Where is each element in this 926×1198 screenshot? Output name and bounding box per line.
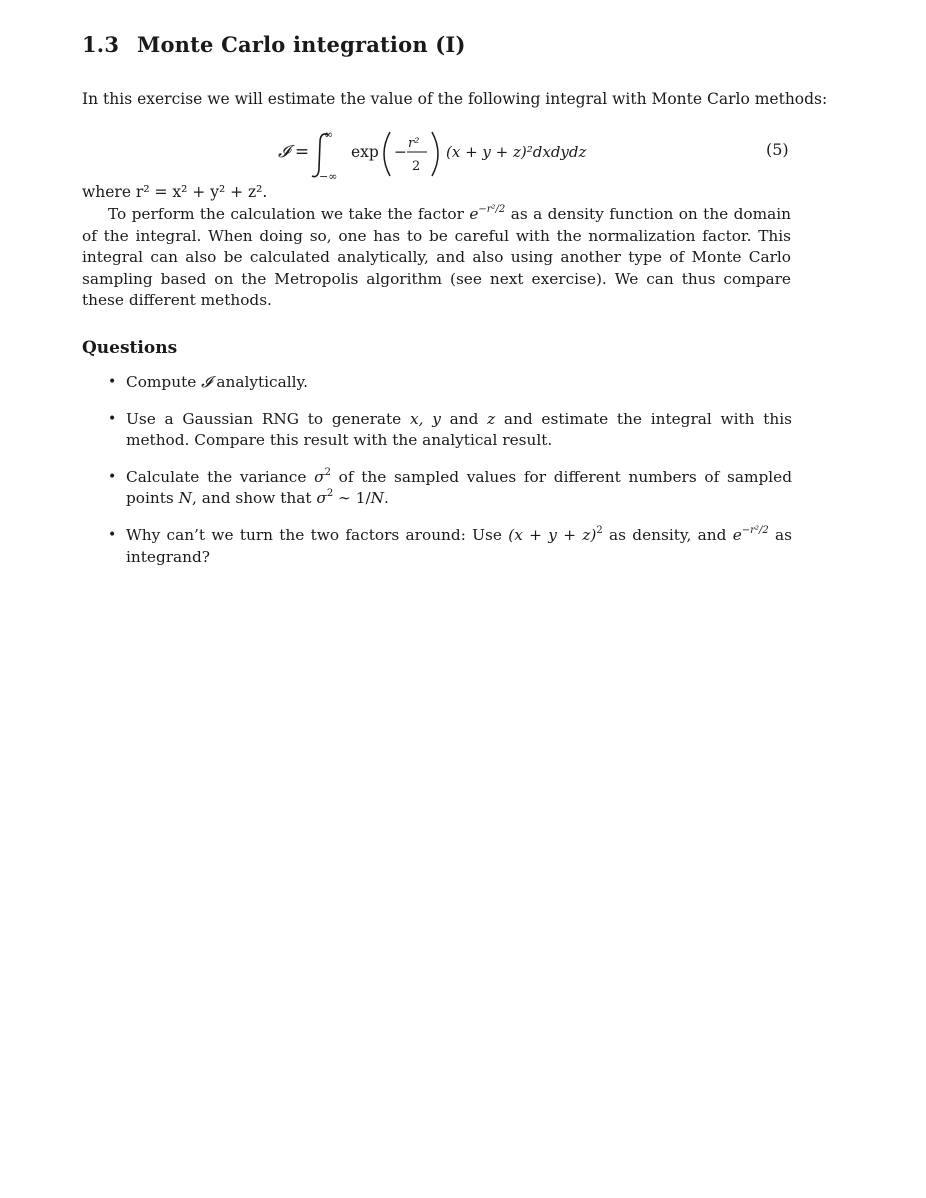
question-superscript: 2 bbox=[326, 488, 334, 500]
bullet-icon: • bbox=[108, 374, 117, 390]
question-math: x, y bbox=[409, 409, 441, 428]
section-title: Monte Carlo integration (I) bbox=[137, 32, 466, 57]
body-paragraph bbox=[82, 204, 791, 312]
section-number: 1.3 bbox=[82, 32, 120, 57]
equation-lhs: 𝓘 = bbox=[278, 142, 310, 162]
question-text: , and show that bbox=[192, 489, 317, 508]
question-text: of the sampled values for different numbers of sampled points bbox=[126, 467, 793, 508]
right-paren bbox=[432, 132, 438, 176]
question-text: as integrand? bbox=[126, 525, 792, 566]
question-text: ∼ 1/ bbox=[333, 489, 371, 508]
question-superscript: −r²/2 bbox=[741, 524, 769, 536]
question-superscript: 2 bbox=[596, 524, 603, 536]
questions-heading: Questions bbox=[82, 338, 178, 358]
bullet-icon: • bbox=[108, 410, 117, 427]
question-text: analytically. bbox=[211, 373, 308, 391]
question-text: as density, and bbox=[602, 525, 733, 544]
question-math: N bbox=[370, 489, 385, 508]
questions-list bbox=[108, 372, 792, 583]
equation-number: (5) bbox=[766, 140, 789, 159]
question-text: Use a Gaussian RNG to generate bbox=[126, 409, 410, 428]
exp-function: exp bbox=[351, 143, 379, 161]
fraction-numerator: r² bbox=[408, 136, 420, 151]
question-text: and bbox=[440, 409, 488, 428]
left-paren bbox=[384, 132, 390, 176]
question-math: e bbox=[732, 525, 742, 544]
question-text: Calculate the variance bbox=[126, 467, 315, 486]
question-text: . bbox=[384, 489, 389, 508]
integrand-tail: (x + y + z)²dxdydz bbox=[446, 143, 587, 161]
paragraph-text-1: To perform the calculation we take the factor bbox=[108, 205, 470, 223]
list-item bbox=[108, 372, 792, 394]
paragraph-math-exponent: −r²/2 bbox=[478, 204, 506, 215]
question-text: and estimate the integral with this method. Compare this result with the analytical result. bbox=[126, 409, 792, 450]
where-definition: where r² = x² + y² + z². bbox=[82, 183, 268, 201]
minus-sign: − bbox=[394, 143, 407, 161]
intro-text: In this exercise we will estimate the value of the following integral with Monte Carlo methods: bbox=[82, 90, 828, 108]
fraction-denominator: 2 bbox=[412, 159, 421, 174]
question-text: Compute bbox=[126, 373, 202, 391]
list-item bbox=[108, 409, 792, 452]
integral-lower-limit: −∞ bbox=[319, 170, 338, 183]
bullet-icon: • bbox=[108, 468, 117, 485]
question-math: σ bbox=[314, 467, 325, 486]
question-math: (x + y + z) bbox=[508, 525, 597, 544]
question-text: Why can’t we turn the two factors around: Use bbox=[126, 525, 509, 544]
integral-upper-limit: ∞ bbox=[324, 128, 334, 141]
bullet-icon: • bbox=[108, 526, 117, 543]
list-item bbox=[108, 467, 792, 510]
question-math: z bbox=[487, 409, 496, 428]
question-math: σ bbox=[316, 489, 327, 508]
paragraph-text-2: as a density function on the domain of the integral. When doing so, one has to be careful with the normalization factor. This integral can also be calculated analytically, and also using another type of Monte Carlo sampling based on the Metropolis algorithm (see next exercise). We can thus compare these different methods. bbox=[82, 205, 792, 310]
question-math: 𝓘 bbox=[201, 373, 212, 391]
question-math: N bbox=[178, 489, 192, 508]
list-item bbox=[108, 525, 792, 568]
paragraph-math-factor: e bbox=[469, 205, 479, 223]
equation-5 bbox=[0, 126, 926, 184]
question-superscript: 2 bbox=[324, 466, 331, 478]
section-heading bbox=[82, 32, 466, 57]
